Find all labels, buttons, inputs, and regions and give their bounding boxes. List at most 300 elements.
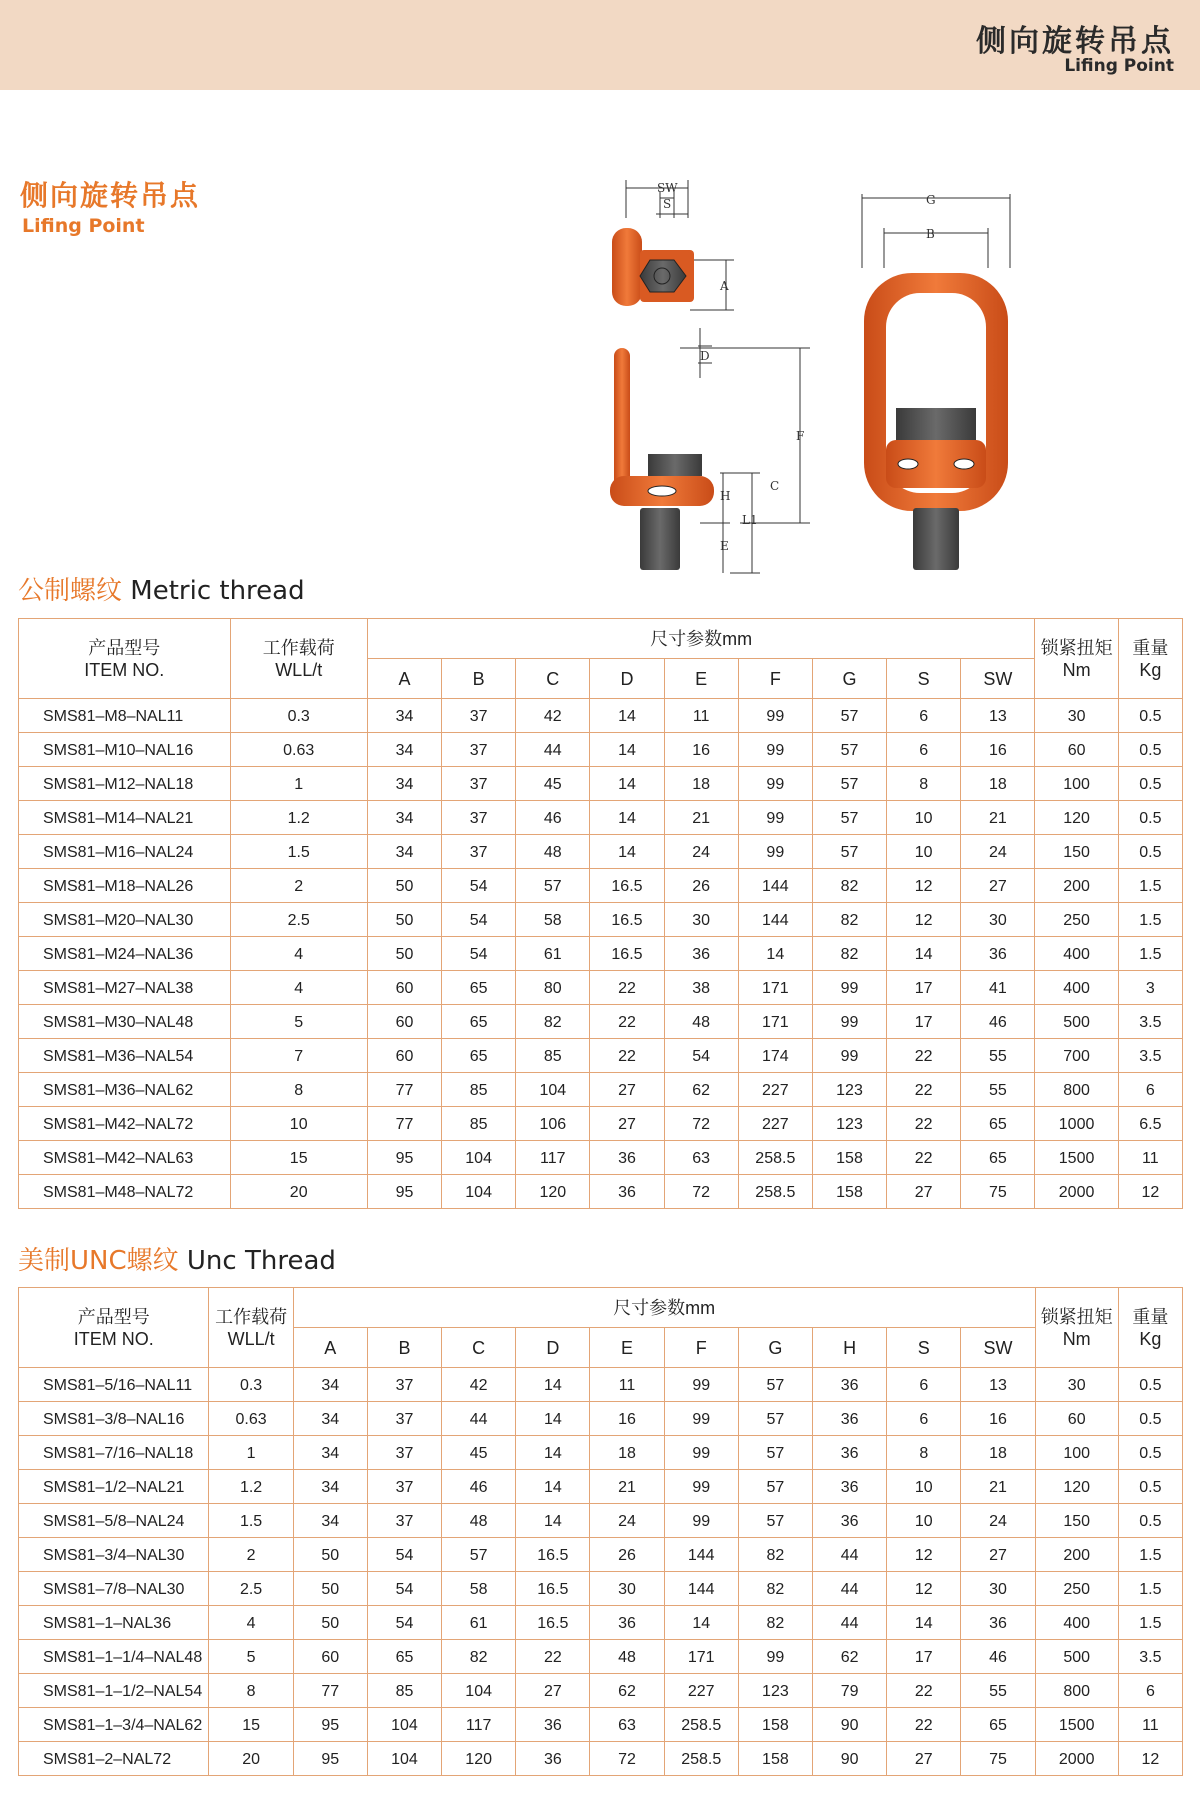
- table-cell: 16.5: [590, 869, 664, 903]
- table-cell: 12: [887, 903, 961, 937]
- header-col-g: G: [738, 1328, 812, 1368]
- item-no-cell: SMS81–5/16–NAL11: [19, 1368, 209, 1402]
- table-cell: 55: [961, 1039, 1035, 1073]
- table-cell: 158: [812, 1141, 886, 1175]
- table-cell: 58: [442, 1572, 516, 1606]
- table-cell: 36: [813, 1504, 887, 1538]
- table-cell: 77: [293, 1674, 367, 1708]
- table-cell: 2000: [1035, 1742, 1118, 1776]
- table-row: [19, 869, 1183, 903]
- header-torque: [1035, 619, 1118, 699]
- header-wll-en: WLL/t: [275, 659, 323, 680]
- table-cell: 13: [961, 1368, 1035, 1402]
- table-cell: 18: [664, 767, 738, 801]
- table-cell: 22: [887, 1674, 961, 1708]
- table-row: [19, 1504, 1183, 1538]
- table-cell: 44: [442, 1402, 516, 1436]
- table-cell: 50: [367, 869, 441, 903]
- table-cell: 54: [442, 869, 516, 903]
- table-cell: 10: [887, 1470, 961, 1504]
- table-row: [19, 1572, 1183, 1606]
- table-row: [19, 1436, 1183, 1470]
- table-cell: 16: [961, 733, 1035, 767]
- table-cell: 12: [887, 869, 961, 903]
- table-cell: 10: [887, 801, 961, 835]
- table-cell: 30: [664, 903, 738, 937]
- header-torque-cn: 锁紧扭矩: [1040, 1306, 1113, 1327]
- table-row: [19, 971, 1183, 1005]
- table-row: [19, 903, 1183, 937]
- table-row: [19, 801, 1183, 835]
- table-cell: 99: [812, 971, 886, 1005]
- table-cell: 258.5: [738, 1141, 812, 1175]
- table-cell: 36: [590, 1606, 664, 1640]
- item-no-cell: SMS81–3/8–NAL16: [19, 1402, 209, 1436]
- table-cell: 36: [516, 1708, 590, 1742]
- table-cell: 14: [590, 767, 664, 801]
- table-cell: 41: [961, 971, 1035, 1005]
- dimension-label-l1: L1: [742, 513, 758, 527]
- table-cell: 250: [1035, 903, 1118, 937]
- table-cell: 158: [738, 1708, 812, 1742]
- item-no-cell: SMS81–M14–NAL21: [19, 801, 231, 835]
- table-cell: 21: [590, 1470, 664, 1504]
- table-cell: 65: [442, 971, 516, 1005]
- table-cell: 99: [738, 835, 812, 869]
- header-wll-en: WLL/t: [227, 1328, 275, 1349]
- header-col-g: G: [812, 659, 886, 699]
- table-cell: 22: [590, 1039, 664, 1073]
- table-cell: 85: [442, 1073, 516, 1107]
- header-col-a: A: [293, 1328, 367, 1368]
- table-cell: 14: [516, 1470, 590, 1504]
- dimension-label-b: B: [926, 227, 935, 241]
- table-cell: 99: [664, 1504, 738, 1538]
- table-cell: 37: [442, 801, 516, 835]
- table-cell: 22: [887, 1039, 961, 1073]
- table-cell: 60: [1035, 1402, 1118, 1436]
- table-cell: 16.5: [590, 937, 664, 971]
- table-cell: 55: [961, 1073, 1035, 1107]
- table-cell: 0.63: [209, 1402, 293, 1436]
- header-col-sw: SW: [961, 1328, 1035, 1368]
- table-cell: 800: [1035, 1073, 1118, 1107]
- table-row: [19, 1175, 1183, 1209]
- header-col-a: A: [367, 659, 441, 699]
- table-cell: 85: [367, 1674, 441, 1708]
- header-item-cn: 产品型号: [88, 637, 161, 658]
- table-cell: 123: [812, 1107, 886, 1141]
- dimension-label-a: A: [720, 279, 729, 293]
- table-cell: 61: [442, 1606, 516, 1640]
- table-cell: 106: [516, 1107, 590, 1141]
- table-cell: 11: [1118, 1141, 1182, 1175]
- table-cell: 4: [230, 937, 367, 971]
- item-no-cell: SMS81–M36–NAL54: [19, 1039, 231, 1073]
- table-cell: 0.63: [230, 733, 367, 767]
- table-cell: 36: [813, 1402, 887, 1436]
- table-cell: 75: [961, 1175, 1035, 1209]
- table-cell: 27: [516, 1674, 590, 1708]
- table-cell: 36: [813, 1470, 887, 1504]
- table-cell: 1.2: [230, 801, 367, 835]
- product-title-cn: 侧向旋转吊点: [20, 179, 201, 212]
- table-cell: 2.5: [209, 1572, 293, 1606]
- header-col-e: E: [664, 659, 738, 699]
- table-cell: 16.5: [516, 1538, 590, 1572]
- table-cell: 65: [442, 1005, 516, 1039]
- table-cell: 27: [590, 1073, 664, 1107]
- header-title-en: Lifing Point: [1064, 56, 1174, 76]
- table-cell: 37: [367, 1436, 441, 1470]
- table-cell: 57: [738, 1436, 812, 1470]
- table-cell: 17: [887, 1005, 961, 1039]
- table-cell: 120: [1035, 1470, 1118, 1504]
- table-cell: 104: [442, 1175, 516, 1209]
- table-cell: 57: [516, 869, 590, 903]
- table-cell: 34: [367, 699, 441, 733]
- metric-section-title: [18, 570, 305, 607]
- table-cell: 227: [738, 1107, 812, 1141]
- table-cell: 6: [887, 1402, 961, 1436]
- table-cell: 72: [664, 1175, 738, 1209]
- table-cell: 82: [812, 937, 886, 971]
- table-cell: 90: [813, 1742, 887, 1776]
- table-cell: 4: [230, 971, 367, 1005]
- table-cell: 99: [738, 733, 812, 767]
- table-cell: 16: [664, 733, 738, 767]
- table-cell: 24: [961, 835, 1035, 869]
- table-row: [19, 835, 1183, 869]
- table-cell: 24: [664, 835, 738, 869]
- table-row: [19, 1368, 1183, 1402]
- table-cell: 14: [738, 937, 812, 971]
- table-cell: 17: [887, 971, 961, 1005]
- table-cell: 65: [961, 1708, 1035, 1742]
- item-no-cell: SMS81–M48–NAL72: [19, 1175, 231, 1209]
- table-cell: 85: [516, 1039, 590, 1073]
- metric-title-en: Metric thread: [122, 576, 305, 606]
- header-wll-cn: 工作载荷: [262, 637, 335, 658]
- table-cell: 62: [813, 1640, 887, 1674]
- table-cell: 1.5: [230, 835, 367, 869]
- header-weight-cn: 重量: [1132, 1306, 1169, 1327]
- table-cell: 14: [590, 835, 664, 869]
- item-no-cell: SMS81–1–NAL36: [19, 1606, 209, 1640]
- table-cell: 42: [442, 1368, 516, 1402]
- dimension-label-sw: SW: [657, 181, 678, 195]
- header-col-f: F: [738, 659, 812, 699]
- table-cell: 120: [516, 1175, 590, 1209]
- table-cell: 0.5: [1118, 767, 1182, 801]
- table-cell: 60: [293, 1640, 367, 1674]
- table-cell: 37: [367, 1402, 441, 1436]
- item-no-cell: SMS81–M12–NAL18: [19, 767, 231, 801]
- header-col-sw: SW: [961, 659, 1035, 699]
- header-wll: [230, 619, 367, 699]
- table-cell: 34: [367, 733, 441, 767]
- table-cell: 2.5: [230, 903, 367, 937]
- table-cell: 16: [590, 1402, 664, 1436]
- table-cell: 54: [367, 1606, 441, 1640]
- table-cell: 200: [1035, 1538, 1118, 1572]
- item-no-cell: SMS81–5/8–NAL24: [19, 1504, 209, 1538]
- header-dimensions: 尺寸参数mm: [293, 1288, 1035, 1328]
- table-cell: 11: [664, 699, 738, 733]
- table-cell: 30: [1035, 699, 1118, 733]
- table-cell: 82: [442, 1640, 516, 1674]
- table-cell: 18: [590, 1436, 664, 1470]
- table-cell: 0.5: [1118, 1368, 1182, 1402]
- table-cell: 158: [738, 1742, 812, 1776]
- table-cell: 171: [738, 971, 812, 1005]
- dimension-label-d: D: [700, 349, 710, 363]
- table-cell: 171: [664, 1640, 738, 1674]
- dimension-label-g: G: [926, 193, 936, 207]
- table-cell: 36: [961, 937, 1035, 971]
- table-cell: 48: [516, 835, 590, 869]
- table-cell: 5: [230, 1005, 367, 1039]
- table-cell: 54: [664, 1039, 738, 1073]
- header-wll: [209, 1288, 293, 1368]
- item-no-cell: SMS81–1–3/4–NAL62: [19, 1708, 209, 1742]
- table-cell: 1.5: [209, 1504, 293, 1538]
- table-cell: 21: [961, 1470, 1035, 1504]
- table-cell: 54: [442, 903, 516, 937]
- table-cell: 6: [1118, 1073, 1182, 1107]
- table-row: [19, 1402, 1183, 1436]
- table-cell: 0.3: [230, 699, 367, 733]
- table-cell: 27: [961, 1538, 1035, 1572]
- table-cell: 14: [887, 1606, 961, 1640]
- table-row: [19, 1742, 1183, 1776]
- table-cell: 44: [813, 1572, 887, 1606]
- table-cell: 144: [738, 869, 812, 903]
- table-cell: 95: [293, 1708, 367, 1742]
- table-cell: 20: [209, 1742, 293, 1776]
- table-cell: 99: [812, 1005, 886, 1039]
- table-cell: 26: [664, 869, 738, 903]
- table-cell: 50: [367, 903, 441, 937]
- table-cell: 34: [293, 1402, 367, 1436]
- table-cell: 8: [209, 1674, 293, 1708]
- table-cell: 46: [516, 801, 590, 835]
- table-cell: 57: [812, 767, 886, 801]
- table-row: [19, 1107, 1183, 1141]
- table-cell: 104: [442, 1141, 516, 1175]
- table-cell: 21: [961, 801, 1035, 835]
- table-cell: 48: [442, 1504, 516, 1538]
- table-cell: 10: [230, 1107, 367, 1141]
- table-cell: 82: [738, 1606, 812, 1640]
- table-cell: 150: [1035, 835, 1118, 869]
- table-cell: 120: [1035, 801, 1118, 835]
- table-cell: 22: [516, 1640, 590, 1674]
- table-cell: 0.5: [1118, 1402, 1182, 1436]
- table-cell: 44: [516, 733, 590, 767]
- table-cell: 77: [367, 1073, 441, 1107]
- header-torque-cn: 锁紧扭矩: [1040, 637, 1113, 658]
- table-cell: 123: [738, 1674, 812, 1708]
- table-cell: 50: [367, 937, 441, 971]
- table-cell: 57: [812, 801, 886, 835]
- table-cell: 1.5: [1118, 937, 1182, 971]
- table-cell: 46: [961, 1640, 1035, 1674]
- table-cell: 38: [664, 971, 738, 1005]
- table-cell: 57: [442, 1538, 516, 1572]
- table-cell: 36: [516, 1742, 590, 1776]
- table-cell: 37: [442, 835, 516, 869]
- table-cell: 82: [738, 1572, 812, 1606]
- table-cell: 26: [590, 1538, 664, 1572]
- header-col-s: S: [887, 659, 961, 699]
- table-cell: 27: [590, 1107, 664, 1141]
- unc-title-en: Unc Thread: [178, 1246, 336, 1276]
- table-cell: 21: [664, 801, 738, 835]
- table-cell: 65: [442, 1039, 516, 1073]
- table-cell: 227: [664, 1674, 738, 1708]
- table-cell: 6: [1118, 1674, 1182, 1708]
- table-cell: 57: [812, 699, 886, 733]
- table-cell: 144: [664, 1572, 738, 1606]
- header-dimensions: 尺寸参数mm: [367, 619, 1035, 659]
- header-weight: [1118, 619, 1182, 699]
- table-cell: 4: [209, 1606, 293, 1640]
- table-cell: 1.2: [209, 1470, 293, 1504]
- header-col-e: E: [590, 1328, 664, 1368]
- table-cell: 36: [961, 1606, 1035, 1640]
- table-cell: 22: [590, 1005, 664, 1039]
- item-no-cell: SMS81–3/4–NAL30: [19, 1538, 209, 1572]
- table-cell: 10: [887, 1504, 961, 1538]
- table-row: [19, 1141, 1183, 1175]
- table-cell: 99: [738, 767, 812, 801]
- table-cell: 65: [367, 1640, 441, 1674]
- table-cell: 700: [1035, 1039, 1118, 1073]
- table-cell: 57: [738, 1402, 812, 1436]
- table-cell: 60: [367, 971, 441, 1005]
- table-cell: 34: [293, 1436, 367, 1470]
- header-title-cn: 侧向旋转吊点: [976, 24, 1174, 59]
- table-cell: 0.5: [1118, 733, 1182, 767]
- table-cell: 57: [738, 1470, 812, 1504]
- header-item-en: ITEM NO.: [84, 659, 165, 680]
- table-cell: 82: [812, 903, 886, 937]
- table-cell: 6: [887, 733, 961, 767]
- table-cell: 30: [961, 1572, 1035, 1606]
- table-cell: 258.5: [738, 1175, 812, 1209]
- table-cell: 82: [516, 1005, 590, 1039]
- dimension-label-f: F: [796, 429, 805, 443]
- table-cell: 37: [442, 767, 516, 801]
- item-no-cell: SMS81–7/8–NAL30: [19, 1572, 209, 1606]
- table-row: [19, 1708, 1183, 1742]
- table-cell: 144: [738, 903, 812, 937]
- table-cell: 95: [367, 1141, 441, 1175]
- table-cell: 3.5: [1118, 1640, 1182, 1674]
- table-cell: 34: [293, 1368, 367, 1402]
- table-cell: 34: [293, 1504, 367, 1538]
- table-row: [19, 1470, 1183, 1504]
- table-cell: 15: [209, 1708, 293, 1742]
- table-cell: 22: [590, 971, 664, 1005]
- table-cell: 77: [367, 1107, 441, 1141]
- table-cell: 16.5: [590, 903, 664, 937]
- table-cell: 8: [887, 767, 961, 801]
- table-cell: 30: [961, 903, 1035, 937]
- header-col-s: S: [887, 1328, 961, 1368]
- table-cell: 1500: [1035, 1141, 1118, 1175]
- table-cell: 95: [293, 1742, 367, 1776]
- table-cell: 22: [887, 1073, 961, 1107]
- table-row: [19, 699, 1183, 733]
- item-no-cell: SMS81–M20–NAL30: [19, 903, 231, 937]
- unc-title-cn: 美制UNC螺纹: [18, 1246, 179, 1276]
- header-col-c: C: [516, 659, 590, 699]
- table-cell: 27: [887, 1175, 961, 1209]
- table-cell: 258.5: [664, 1708, 738, 1742]
- table-cell: 2: [230, 869, 367, 903]
- table-cell: 24: [590, 1504, 664, 1538]
- table-cell: 57: [738, 1504, 812, 1538]
- table-cell: 227: [738, 1073, 812, 1107]
- table-cell: 3.5: [1118, 1005, 1182, 1039]
- header-torque-en: Nm: [1062, 1328, 1091, 1349]
- table-cell: 85: [442, 1107, 516, 1141]
- item-no-cell: SMS81–M24–NAL36: [19, 937, 231, 971]
- item-no-cell: SMS81–M36–NAL62: [19, 1073, 231, 1107]
- table-cell: 99: [664, 1470, 738, 1504]
- table-cell: 14: [516, 1504, 590, 1538]
- table-cell: 36: [590, 1141, 664, 1175]
- table-cell: 1: [230, 767, 367, 801]
- table-cell: 400: [1035, 1606, 1118, 1640]
- table-cell: 37: [442, 699, 516, 733]
- table-row: [19, 767, 1183, 801]
- header-item-en: ITEM NO.: [73, 1328, 154, 1349]
- table-cell: 500: [1035, 1640, 1118, 1674]
- table-cell: 30: [1035, 1368, 1118, 1402]
- table-cell: 11: [590, 1368, 664, 1402]
- table-cell: 400: [1035, 937, 1118, 971]
- table-cell: 45: [442, 1436, 516, 1470]
- table-cell: 12: [1118, 1742, 1182, 1776]
- table-cell: 100: [1035, 767, 1118, 801]
- item-no-cell: SMS81–M18–NAL26: [19, 869, 231, 903]
- table-cell: 16: [961, 1402, 1035, 1436]
- table-cell: 79: [813, 1674, 887, 1708]
- table-cell: 50: [293, 1538, 367, 1572]
- table-cell: 75: [961, 1742, 1035, 1776]
- table-cell: 1.5: [1118, 1538, 1182, 1572]
- table-cell: 104: [442, 1674, 516, 1708]
- table-cell: 12: [887, 1538, 961, 1572]
- table-cell: 99: [664, 1436, 738, 1470]
- table-cell: 500: [1035, 1005, 1118, 1039]
- table-cell: 82: [738, 1538, 812, 1572]
- table-cell: 11: [1118, 1708, 1182, 1742]
- table-cell: 37: [367, 1470, 441, 1504]
- table-cell: 58: [516, 903, 590, 937]
- header-torque-en: Nm: [1062, 659, 1091, 680]
- table-cell: 1.5: [1118, 869, 1182, 903]
- table-cell: 46: [961, 1005, 1035, 1039]
- table-cell: 46: [442, 1470, 516, 1504]
- table-cell: 117: [442, 1708, 516, 1742]
- table-cell: 144: [664, 1538, 738, 1572]
- header-col-d: D: [516, 1328, 590, 1368]
- table-cell: 8: [230, 1073, 367, 1107]
